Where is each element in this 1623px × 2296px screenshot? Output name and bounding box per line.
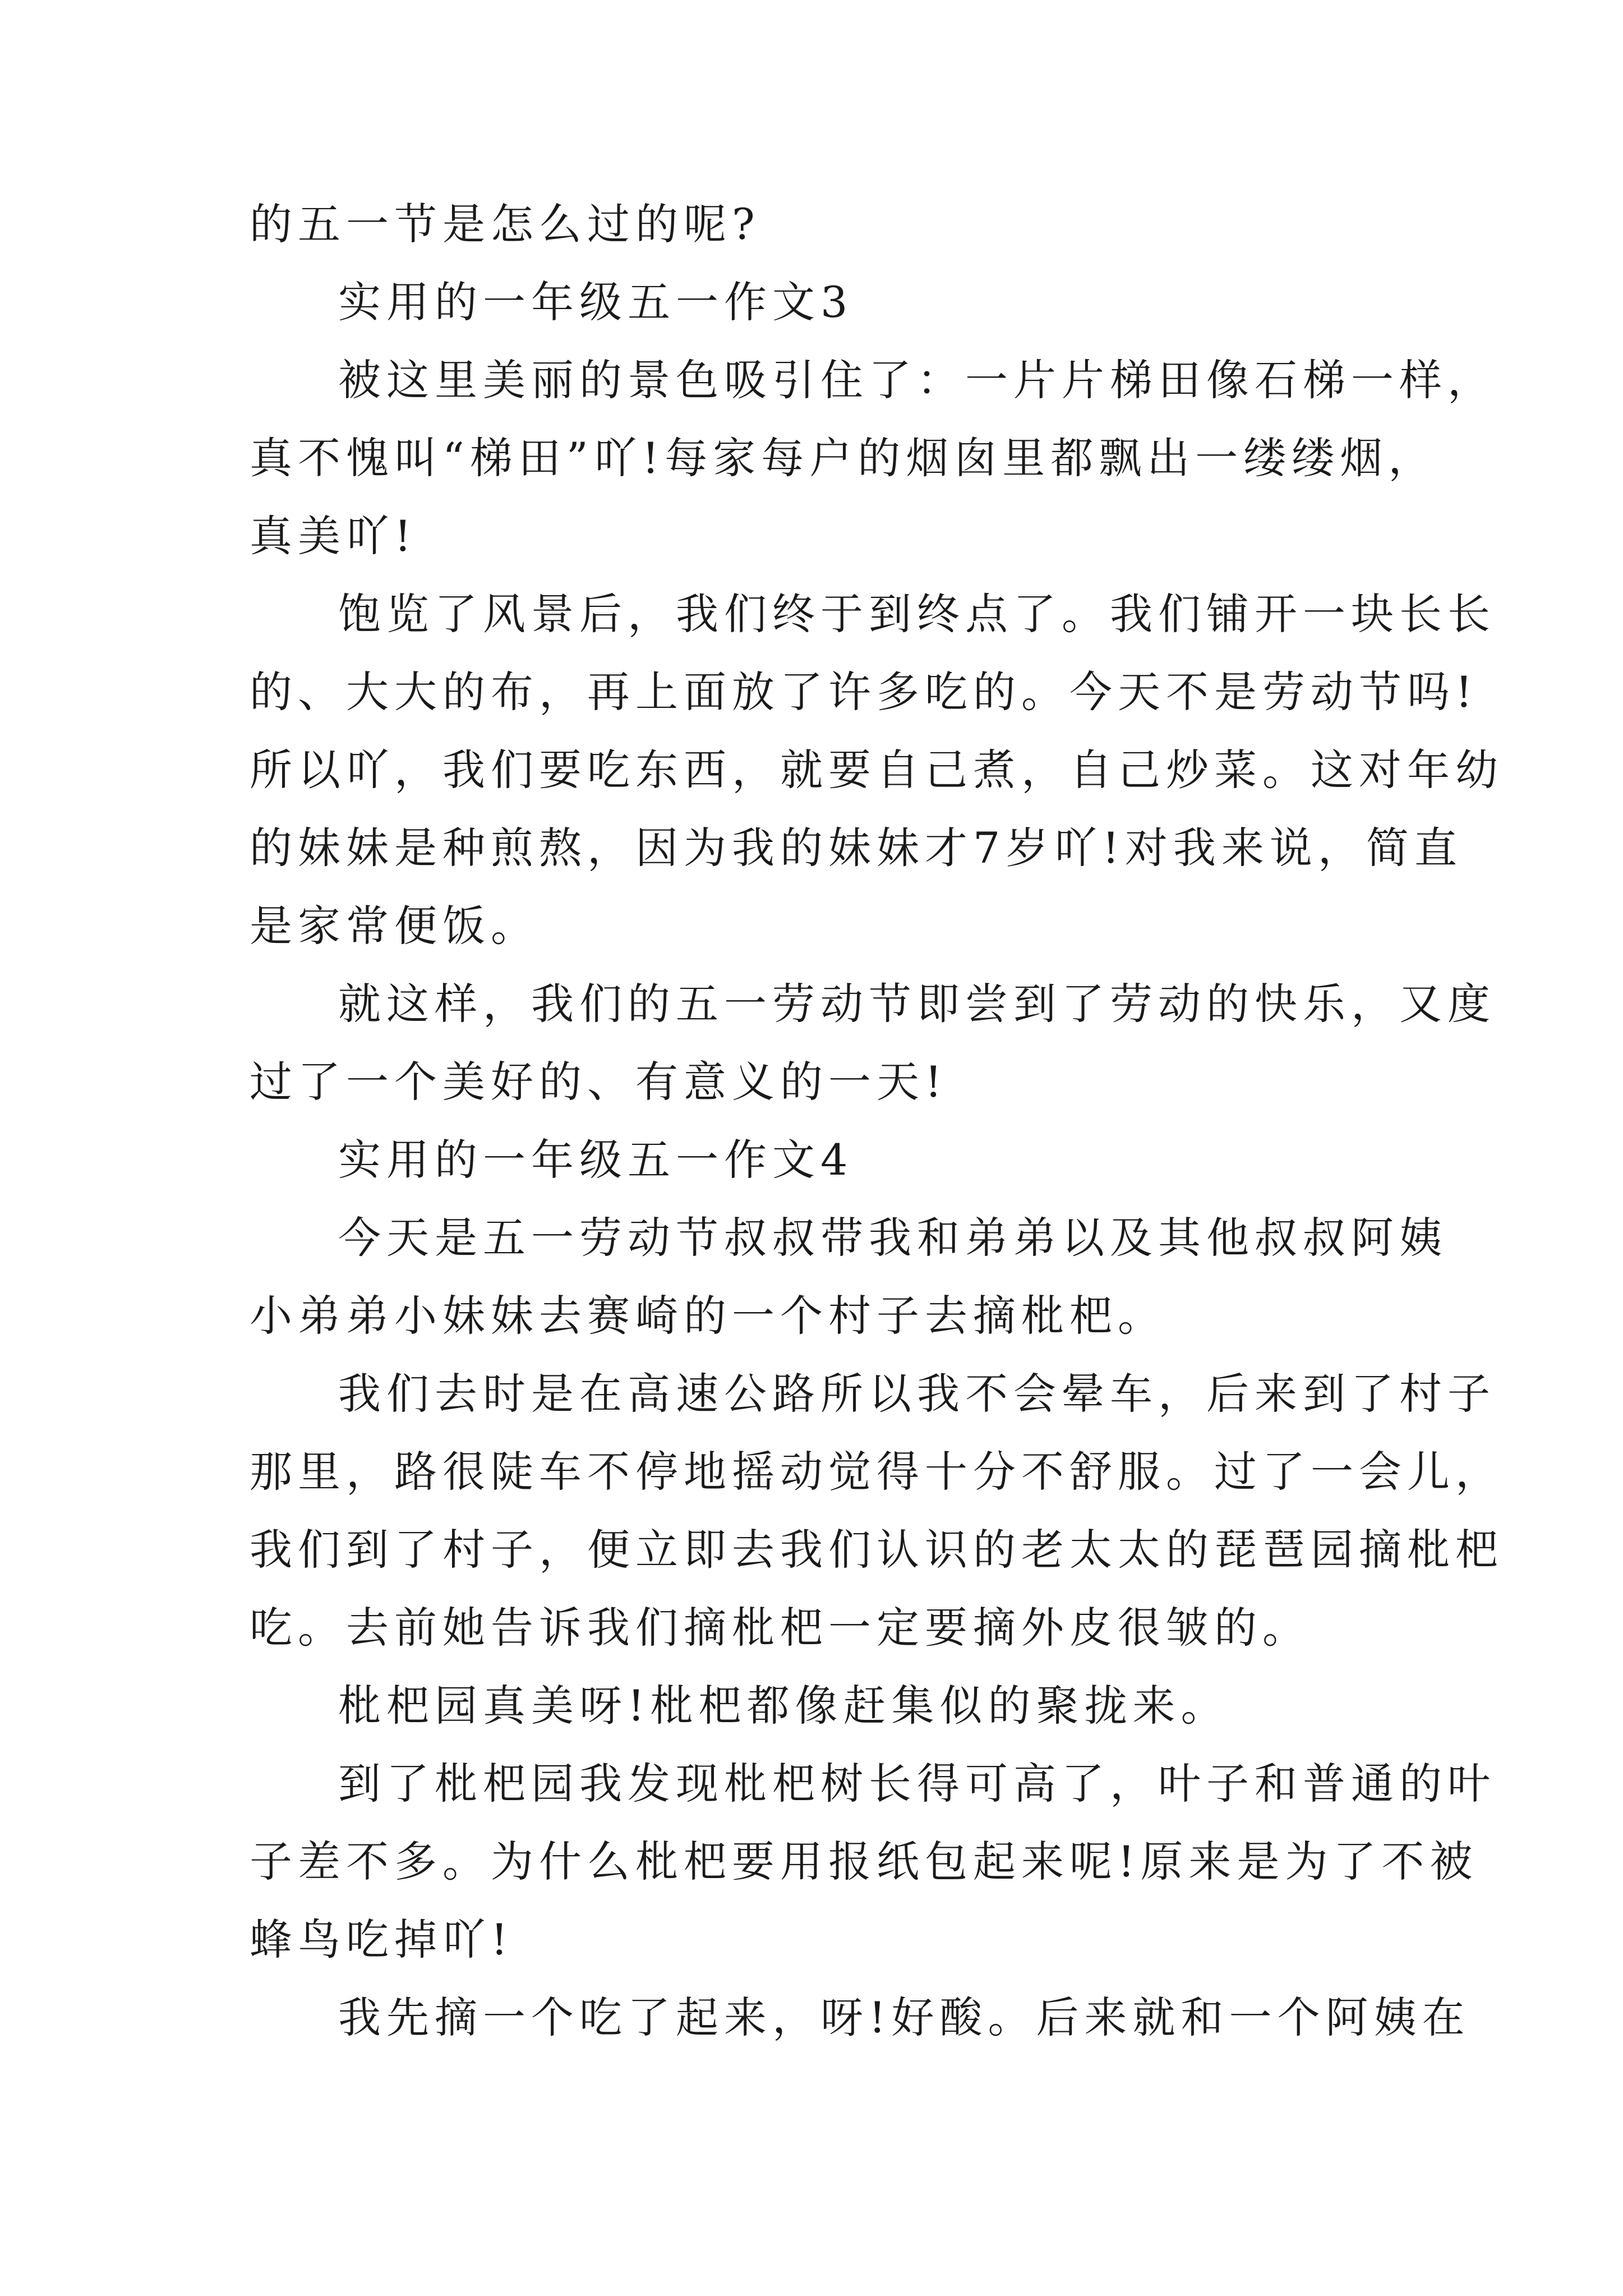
text-line-17: 那里，路很陡车不停地摇动觉得十分不舒服。过了一会儿， [250, 1447, 1504, 1497]
text-line-15: 小弟弟小妹妹去赛崎的一个村子去摘枇杷。 [250, 1291, 1166, 1341]
text-line-24: 我先摘一个吃了起来，呀!好酸。后来就和一个阿姨在 [338, 1993, 1470, 2042]
text-line-5: 真美吖! [250, 511, 417, 561]
text-line-12: 过了一个美好的、有意义的一天! [250, 1057, 948, 1107]
section-heading-4: 实用的一年级五一作文4 [338, 1135, 854, 1185]
document-body [250, 185, 1504, 2056]
text-line-4: 真不愧叫“梯田”吖!每家每户的烟囱里都飘出一缕缕烟， [250, 433, 1437, 483]
text-line-19: 吃。去前她告诉我们摘枇杷一定要摘外皮很皱的。 [250, 1603, 1311, 1653]
text-line-10: 是家常便饭。 [250, 901, 539, 951]
section-heading-3: 实用的一年级五一作文3 [338, 277, 854, 327]
text-line-9: 的妹妹是种煎熬，因为我的妹妹才7岁吖!对我来说，简直 [250, 823, 1463, 873]
text-line-6: 饱览了风景后，我们终于到终点了。我们铺开一块长长 [338, 589, 1496, 639]
text-line-1: 的五一节是怎么过的呢? [250, 199, 760, 249]
text-line-11: 就这样，我们的五一劳动节即尝到了劳动的快乐，又度 [338, 979, 1496, 1029]
text-line-21: 到了枇杷园我发现枇杷树长得可高了，叶子和普通的叶 [338, 1759, 1496, 1809]
text-line-14: 今天是五一劳动节叔叔带我和弟弟以及其他叔叔阿姨 [338, 1213, 1447, 1263]
text-line-3: 被这里美丽的景色吸引住了：一片片梯田像石梯一样， [338, 355, 1496, 405]
text-line-16: 我们去时是在高速公路所以我不会晕车，后来到了村子 [338, 1369, 1496, 1419]
text-line-22: 子差不多。为什么枇杷要用报纸包起来呢!原来是为了不被 [250, 1837, 1478, 1887]
text-line-18: 我们到了村子，便立即去我们认识的老太太的琵琶园摘枇杷 [250, 1525, 1504, 1575]
text-line-8: 所以吖，我们要吃东西，就要自己煮，自己炒菜。这对年幼 [250, 745, 1504, 795]
text-line-23: 蜂鸟吃掉吖! [250, 1915, 514, 1964]
text-line-20: 枇杷园真美呀!枇杷都像赶集似的聚拢来。 [338, 1681, 1229, 1731]
text-line-7: 的、大大的布，再上面放了许多吃的。今天不是劳动节吗! [250, 667, 1478, 717]
